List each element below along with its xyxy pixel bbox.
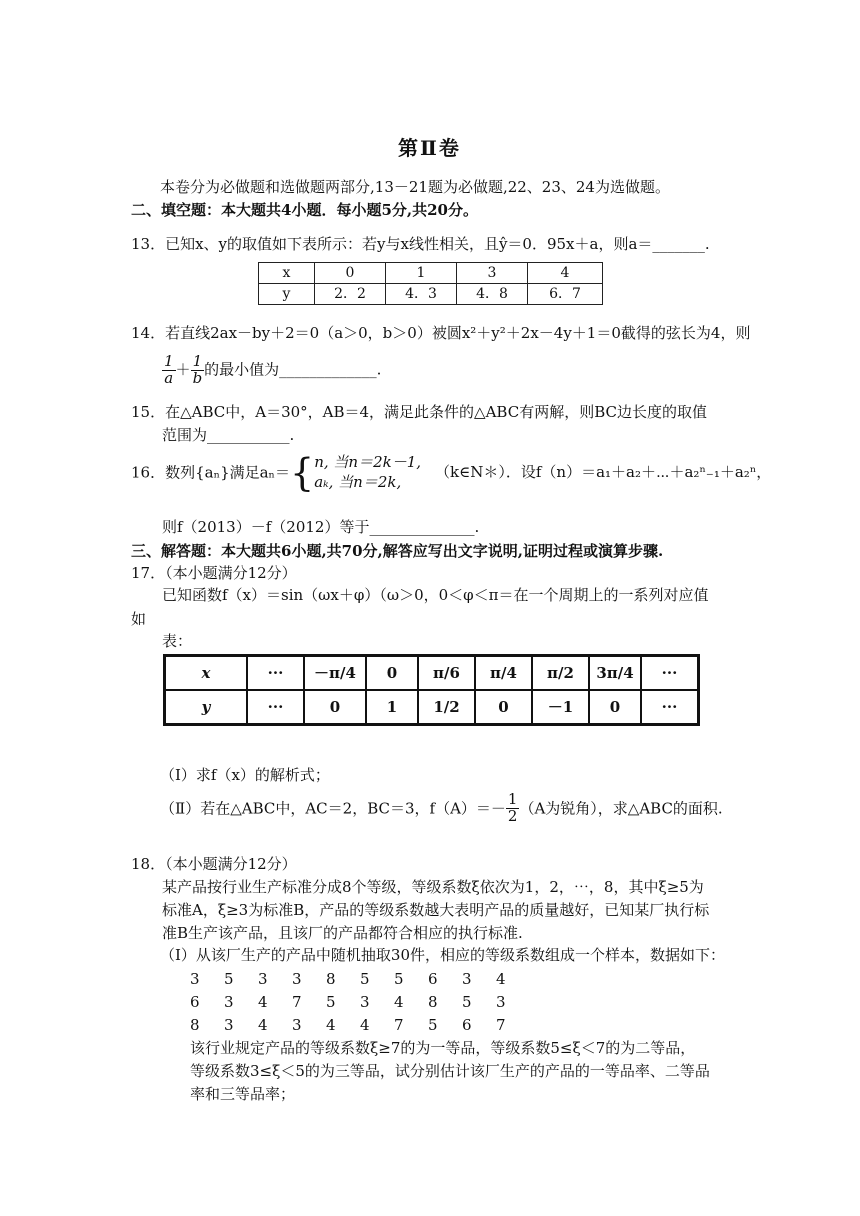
sample-data-row (190, 993, 530, 1011)
table-row (165, 690, 699, 725)
section-3-heading: 三、解答题：本大题共6小题,共70分,解答应写出文字说明,证明过程或演算步骤. (131, 542, 664, 560)
table-row (165, 656, 699, 691)
plus-sign: ＋ (175, 360, 191, 379)
sample-value: 5 (428, 1016, 438, 1034)
question-14-tail: 的最小值为_____________. (204, 360, 382, 379)
question-17-table (163, 654, 700, 726)
table-cell: 0 (304, 690, 366, 725)
table-cell: y (165, 690, 248, 725)
sample-value: 8 (190, 1016, 200, 1034)
sample-data-row (190, 970, 530, 988)
table-cell: ··· (247, 690, 304, 725)
piecewise-cases (314, 452, 421, 493)
sample-value: 4 (394, 993, 404, 1011)
table-cell: 0 (589, 690, 641, 725)
table-cell: x (165, 656, 248, 691)
table-cell: 3π/4 (589, 656, 641, 691)
question-18-p3: 准B生产该产品，且该厂的产品都符合相应的执行标准. (162, 924, 523, 942)
sample-value: 3 (292, 970, 302, 988)
question-18-p4: 该行业规定产品的等级系数ξ≥7的为一等品，等级系数5≤ξ＜7的为二等品， (190, 1039, 696, 1057)
fraction-numerator: 1 (191, 354, 205, 371)
intro-text: 本卷分为必做题和选做题两部分,13－21题为必做题,22、23、24为选做题。 (160, 178, 670, 196)
question-18-p1: 某产品按行业生产标准分成8个等级，等级系数ξ依次为1，2，⋯，8，其中ξ≥5为 (162, 878, 704, 896)
sample-value: 3 (224, 993, 234, 1011)
table-cell: 1 (386, 263, 457, 284)
table-cell: 2．2 (315, 284, 386, 305)
sample-value: 3 (258, 970, 268, 988)
section-2-heading: 二、填空题：本大题共4小题．每小题5分,共20分。 (131, 201, 478, 219)
question-17-line1b: 如 (131, 610, 147, 628)
sample-value: 5 (394, 970, 404, 988)
table-cell: π/6 (418, 656, 475, 691)
sample-value: 3 (190, 970, 200, 988)
sample-value: 5 (462, 993, 472, 1011)
sample-value: 6 (190, 993, 200, 1011)
sample-value: 4 (258, 993, 268, 1011)
table-cell: 1/2 (418, 690, 475, 725)
sample-data-row (190, 1016, 530, 1034)
table-cell: 4 (528, 263, 603, 284)
part2-tail: （A为锐角），求△ABC的面积. (519, 799, 723, 818)
sample-value: 3 (360, 993, 370, 1011)
table-cell: －1 (532, 690, 589, 725)
question-15-line2: 范围为___________. (162, 426, 295, 444)
question-18-p5: 等级系数3≤ξ＜5的为三等品，试分别估计该厂生产的产品的一等品率、二等品 (190, 1062, 710, 1080)
case-2: aₖ, 当n＝2k, (314, 473, 402, 492)
sample-value: 3 (224, 1016, 234, 1034)
table-row (259, 284, 603, 305)
question-18-head: 18．（本小题满分12分） (131, 855, 297, 873)
sample-value: 4 (360, 1016, 370, 1034)
sample-value: 6 (428, 970, 438, 988)
table-cell: 0 (366, 656, 418, 691)
sample-value: 5 (224, 970, 234, 988)
sample-value: 3 (462, 970, 472, 988)
table-row (259, 263, 603, 284)
table-cell: ··· (641, 690, 699, 725)
sample-value: 7 (496, 1016, 506, 1034)
question-14-line1: 14．若直线2ax－by＋2＝0（a＞0，b＞0）被圆x²＋y²＋2x－4y＋1＝0截得的弦长为4，则 (131, 324, 751, 342)
table-cell: 4．3 (386, 284, 457, 305)
sample-value: 8 (326, 970, 336, 988)
sample-value: 4 (496, 970, 506, 988)
table-cell: y (259, 284, 315, 305)
table-cell: 0 (315, 263, 386, 284)
sample-value: 8 (428, 993, 438, 1011)
question-16-lead: 16．数列{aₙ}满足aₙ＝ (131, 463, 291, 482)
part2-lead: （Ⅱ）若在△ABC中，AC＝2，BC＝3，f（A）＝－ (160, 799, 506, 818)
sample-value: 5 (360, 970, 370, 988)
fraction (162, 354, 176, 387)
question-18-part1: （Ⅰ）从该厂生产的产品中随机抽取30件，相应的等级系数组成一个样本，数据如下： (160, 946, 726, 964)
sample-value: 4 (258, 1016, 268, 1034)
sample-value: 7 (292, 993, 302, 1011)
question-13-text: 13．已知x、y的取值如下表所示：若y与x线性相关，且ŷ＝0．95x＋a，则a＝_______. (131, 235, 710, 253)
table-cell: π/4 (475, 656, 532, 691)
sample-value: 3 (496, 993, 506, 1011)
question-17-line2: 表： (162, 632, 193, 650)
sample-value: 7 (394, 1016, 404, 1034)
fraction-numerator: 1 (507, 790, 518, 808)
question-16-tail: （k∈N＊）．设f（n）＝a₁＋a₂＋⋯＋a₂ⁿ₋₁＋a₂ⁿ， (435, 463, 772, 482)
table-cell: π/2 (532, 656, 589, 691)
fraction-denominator: a (164, 368, 174, 387)
case-1: n, 当n＝2k－1, (314, 453, 422, 471)
table-cell: －π/4 (304, 656, 366, 691)
table-cell: 3 (457, 263, 528, 284)
question-17-part2 (160, 792, 723, 825)
table-cell: ··· (247, 656, 304, 691)
question-17-part1: （Ⅰ）求f（x）的解析式； (160, 766, 330, 784)
fraction-denominator: 2 (507, 806, 518, 825)
question-17-line1: 已知函数f（x）＝sin（ωx＋φ）（ω＞0，0＜φ＜π＝在一个周期上的一系列对应值 (162, 586, 709, 604)
question-13-table (258, 262, 603, 305)
fraction-numerator: 1 (164, 352, 174, 370)
question-18-p2: 标准A，ξ≥3为标准B，产品的等级系数越大表明产品的质量越好，已知某厂执行标 (162, 901, 710, 919)
brace-symbol: { (290, 450, 315, 495)
fraction (506, 792, 520, 825)
fraction-denominator: b (192, 368, 203, 387)
question-14-line2 (162, 354, 381, 387)
sample-value: 6 (462, 1016, 472, 1034)
question-16-line1 (131, 452, 771, 493)
page-title: 第Ⅱ卷 (398, 136, 461, 160)
sample-value: 5 (326, 993, 336, 1011)
table-cell: 4．8 (457, 284, 528, 305)
question-18-p6: 率和三等品率； (190, 1085, 296, 1103)
table-cell: ··· (641, 656, 699, 691)
table-cell: 0 (475, 690, 532, 725)
question-16-line2: 则f（2013）－f（2012）等于______________. (162, 518, 480, 536)
sample-value: 4 (326, 1016, 336, 1034)
table-cell: 1 (366, 690, 418, 725)
table-cell: x (259, 263, 315, 284)
question-15-line1: 15．在△ABC中，A＝30°，AB＝4，满足此条件的△ABC有两解，则BC边长度的取值 (131, 403, 707, 421)
table-cell: 6．7 (528, 284, 603, 305)
fraction (191, 354, 205, 387)
sample-value: 3 (292, 1016, 302, 1034)
question-17-head: 17．（本小题满分12分） (131, 564, 297, 582)
